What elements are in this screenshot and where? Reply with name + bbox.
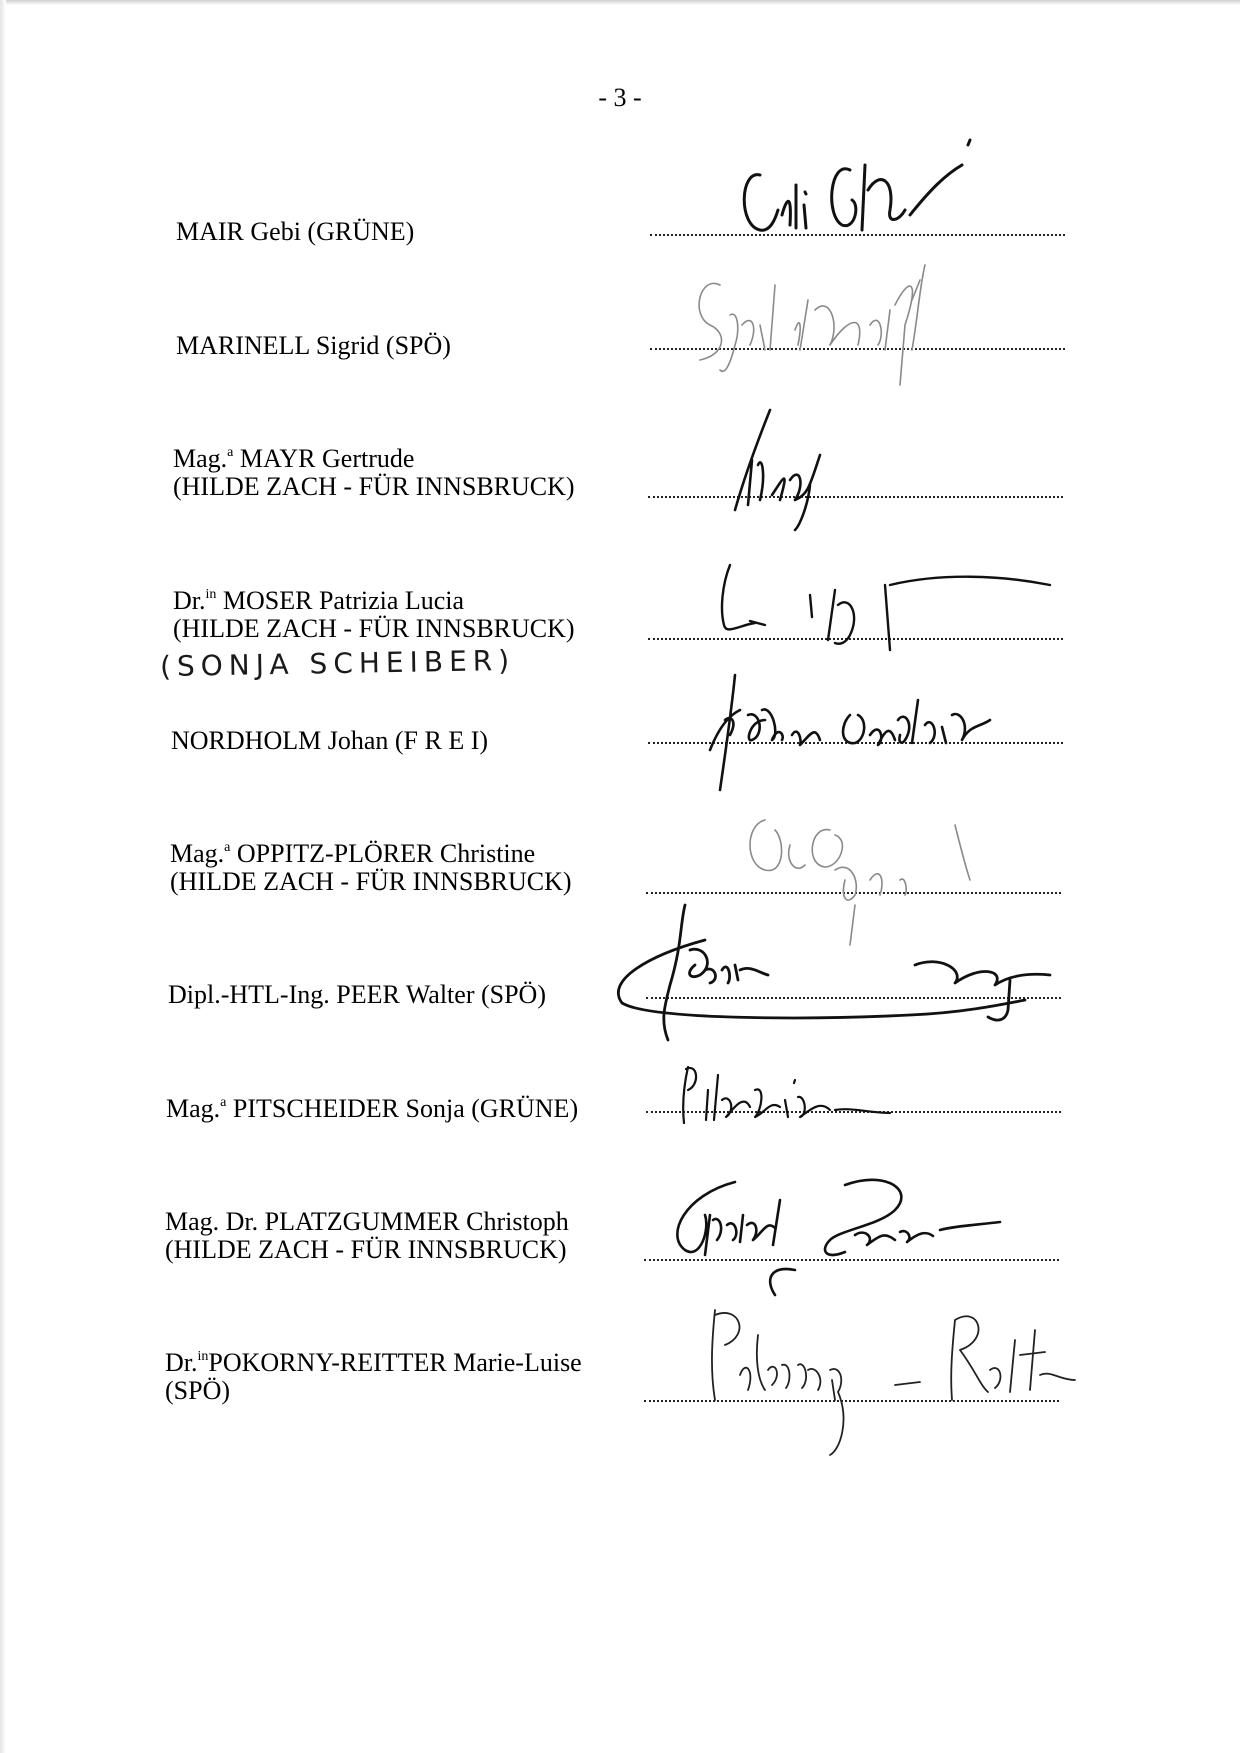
handwritten-signature	[670, 1055, 930, 1135]
handwritten-signature	[690, 1300, 1090, 1460]
signatory-name: Mag.$^a$ OPPITZ-PLÖRER Christine (HILDE ZACH - FÜR INNSBRUCK)	[170, 839, 572, 896]
signatory-name: Dipl.-HTL-Ing. PEER Walter (SPÖ)	[168, 980, 546, 1009]
handwritten-signature	[730, 130, 990, 250]
handwritten-signature	[610, 895, 1060, 1045]
scan-edge-left	[0, 0, 6, 1753]
signatory-name: Dr.$^{in}$ MOSER Patrizia Lucia (HILDE ZACH - FÜR INNSBRUCK)	[173, 586, 575, 643]
signatory-name: MARINELL Sigrid (SPÖ)	[176, 331, 451, 360]
handwritten-note: (SONJA SCHEIBER)	[159, 643, 516, 684]
handwritten-signature	[655, 1170, 1015, 1320]
signatory-name: MAIR Gebi (GRÜNE)	[176, 217, 415, 246]
signatory-name: NORDHOLM Johan (F R E I)	[171, 726, 489, 755]
scan-edge-top	[0, 0, 1240, 5]
signatory-name: Mag.$^a$ PITSCHEIDER Sonja (GRÜNE)	[166, 1094, 579, 1123]
handwritten-signature	[680, 255, 980, 405]
signatory-name: Mag. Dr. PLATZGUMMER Christoph (HILDE ZACH - FÜR INNSBRUCK)	[165, 1207, 569, 1264]
signatory-name: Dr.$^{in}$POKORNY-REITTER Marie-Luise (SPÖ)	[165, 1348, 582, 1405]
signature-dotted-line	[648, 496, 1063, 498]
page-number: - 3 -	[598, 83, 642, 112]
handwritten-signature	[730, 405, 850, 535]
handwritten-signature	[690, 665, 1040, 795]
signatory-name: Mag.$^a$ MAYR Gertrude (HILDE ZACH - FÜR INNSBRUCK)	[173, 444, 575, 501]
handwritten-signature	[710, 555, 1060, 665]
